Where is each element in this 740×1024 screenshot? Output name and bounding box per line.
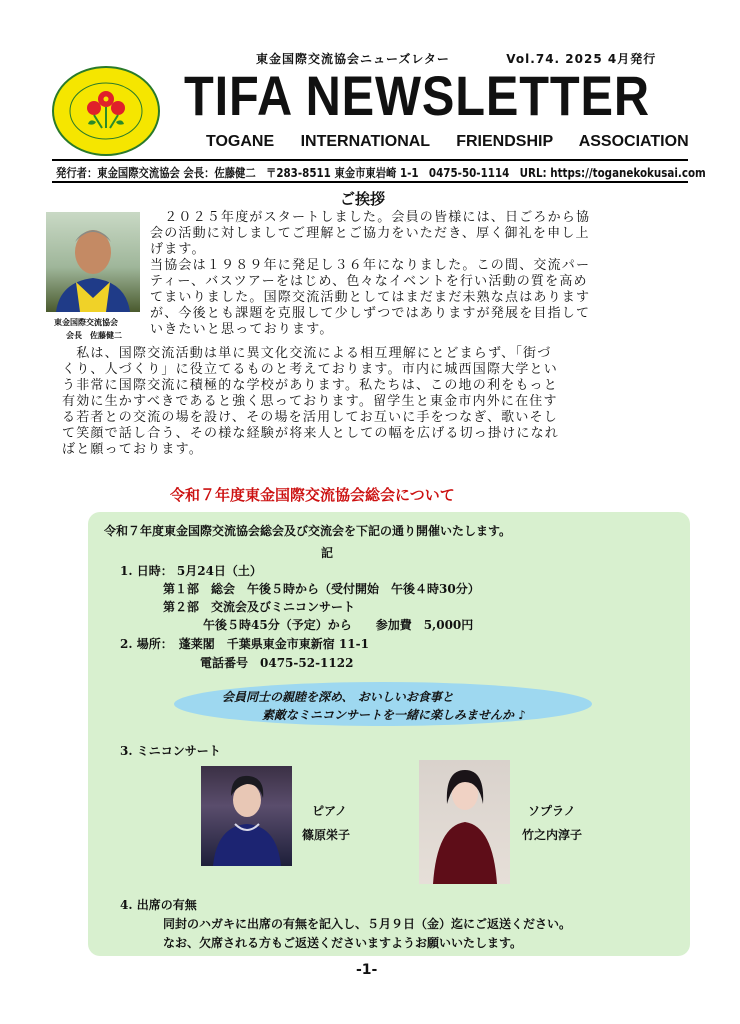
soprano-name: 竹之内淳子 [522,828,583,842]
meeting-venue: 2. 場所： 蓬莱閣 千葉県東金市東新宿 11-1 [120,637,369,651]
newsletter-title: TIFA NEWSLETTER [184,64,650,127]
greeting-line: いきたいと思っております。 [150,322,334,337]
meeting-phone: 電話番号 0475-52-1122 [200,656,354,670]
greeting-line: る若者との交流の場を設け、その場を活用してお互いに手をつなぎ、歌いそし [62,410,558,425]
pianist-photo [201,766,292,866]
attendance-label: 4. 出席の有無 [120,898,197,912]
meeting-part2: 第２部 交流会及びミニコンサート [163,600,356,614]
greeting-heading: ご挨拶 [340,190,386,208]
meeting-intro: 令和７年度東金国際交流協会総会及び交流会を下記の通り開催いたします。 [104,524,512,538]
newsletter-subtitle: TOGANE INTERNATIONAL FRIENDSHIP ASSOCIATION [206,133,689,150]
greeting-line: てまいりました。国際交流活動としてはまだまだ未熟な点はあります [150,290,591,305]
greeting-line: ティー、バスツアーをはじめ、色々なイベントを行い活動の質を高め [150,274,588,289]
president-photo [46,212,140,312]
invitation-line-1: 会員同士の親睦を深め、 おいしいお食事と [222,690,454,704]
soprano-role: ソプラノ [528,804,576,818]
meeting-heading: 令和７年度東金国際交流協会総会について [170,486,455,504]
attendance-line-1: 同封のハガキに出席の有無を記入し、５月９日（金）迄にご返送ください。 [163,917,572,931]
header-rule-top [52,159,688,161]
greeting-line: う非常に国際交流に積極的な学校があります。私たちは、この地の利をもっと [62,378,558,393]
page-number: -1- [356,962,378,978]
greeting-paragraph-1 [150,210,690,338]
volume-label: Vol.74. 2025 4月発行 [506,52,657,66]
pianist-name: 篠原栄子 [302,828,351,842]
greeting-line: て笑顔で話し合う、その様な経験が将来人としての幅を広げる切っ掛けになれ [62,426,560,441]
header-rule-bottom [52,181,688,183]
invitation-line-2: 素敵なミニコンサートを一緒に楽しみませんか ♪ [262,708,526,722]
greeting-line: げます。 [150,242,206,257]
greeting-line: 会の活動に対しましてご理解とご協力をいただき、厚く御礼を申し上 [150,226,590,241]
photo-caption-name: 会長 佐藤健二 [66,331,122,340]
greeting-line: ばと願っております。 [62,442,203,457]
greeting-line: 有効に生かすべきであると強く思っております。留学生と東金市内外に在住す [62,394,558,409]
org-label: 東金国際交流協会ニューズレター [256,52,450,66]
meeting-part2-time: 午後５時45分（予定）から 参加費 5,000円 [203,618,474,632]
meeting-part1: 第１部 総会 午後５時から（受付開始 午後４時30分） [163,582,480,596]
soprano-photo [419,760,510,884]
greeting-line: 私は、国際交流活動は単に異文化交流による相互理解にとどまらず、「街づ [62,346,552,361]
meeting-ki: 記 [321,546,334,560]
tifa-logo [52,66,160,156]
greeting-paragraph-2 [62,346,690,458]
greeting-line: 当協会は１９８９年に発足し３６年になりました。この間、交流パー [150,258,591,273]
attendance-line-2: なお、欠席される方もご返送くださいますようお願いいたします。 [163,936,523,950]
concert-label: 3. ミニコンサート [120,744,221,758]
publisher-info: 発行者：東金国際交流協会 会長：佐藤健二 〒283-8511 東金市東岩崎 1-1 0475-50-1114 URL: https://toganekokusai.com [56,166,706,180]
greeting-line: くり、人づくり」に役立てるものと考えております。市内に城西国際大学とい [62,362,558,377]
pianist-role: ピアノ [312,804,348,818]
photo-caption-org: 東金国際交流協会 [54,318,118,327]
greeting-line: が、今後とも課題を克服して少しずつではありますが発展を目指して [150,306,591,321]
greeting-line: ２０２５年度がスタートしました。会員の皆様には、日ごろから協 [150,210,591,225]
meeting-date: 1. 日時： 5月24日（土） [120,564,262,578]
